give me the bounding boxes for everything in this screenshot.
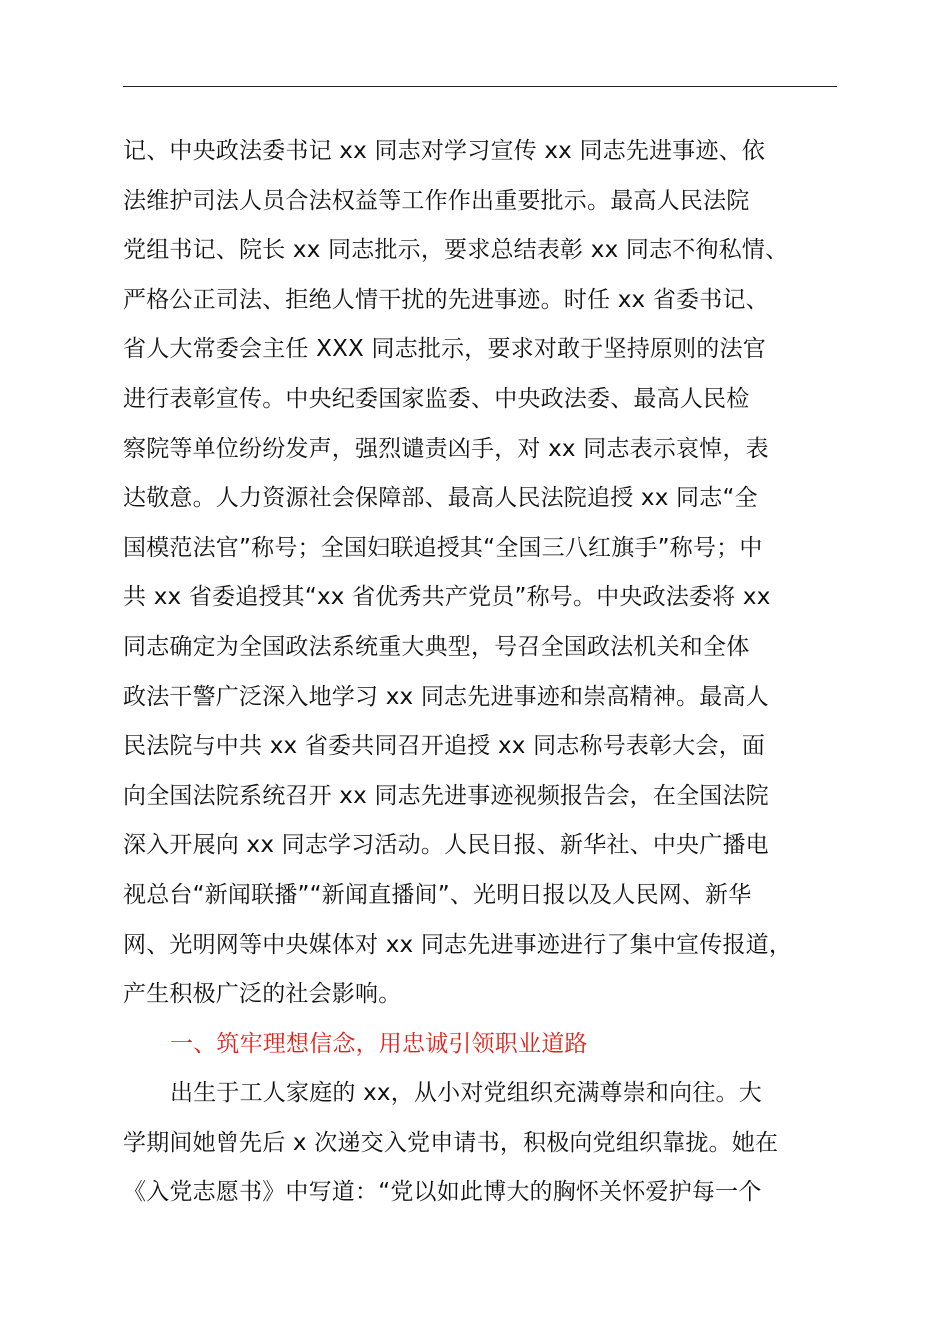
paragraph-line: 严格公正司法、拒绝人情干扰的先进事迹。时任 xx 省委书记、 [123, 286, 769, 313]
paragraph-line: 学期间她曾先后 x 次递交入党申请书，积极向党组织靠拢。她在 [123, 1129, 779, 1156]
paragraph-line: 《入党志愿书》中写道：“党以如此博大的胸怀关怀爱护每一个 [123, 1179, 762, 1206]
paragraph-line: 法维护司法人员合法权益等工作作出重要批示。最高人民法院 [123, 187, 750, 214]
paragraph-line: 视总台“新闻联播”“新闻直播间”、光明日报以及人民网、新华 [123, 881, 752, 908]
paragraph-line: 同志确定为全国政法系统重大典型，号召全国政法机关和全体 [123, 633, 750, 660]
paragraph-line: 党组书记、院长 xx 同志批示，要求总结表彰 xx 同志不徇私情、 [123, 237, 789, 264]
section-heading: 一、筑牢理想信念，用忠诚引领职业道路 [170, 1030, 588, 1057]
paragraph-line: 共 xx 省委追授其“xx 省优秀共产党员”称号。中央政法委将 xx [123, 584, 771, 611]
paragraph-line: 向全国法院系统召开 xx 同志先进事迹视频报告会，在全国法院 [123, 782, 769, 809]
header-rule [123, 86, 837, 87]
paragraph-line: 深入开展向 xx 同志学习活动。人民日报、新华社、中央广播电 [123, 832, 769, 859]
paragraph-line: 进行表彰宣传。中央纪委国家监委、中央政法委、最高人民检 [123, 385, 750, 412]
paragraph-line: 政法干警广泛深入地学习 xx 同志先进事迹和崇高精神。最高人 [123, 683, 769, 710]
body-text [123, 127, 863, 1218]
paragraph-line: 产生积极广泛的社会影响。 [123, 981, 402, 1008]
paragraph-line: 出生于工人家庭的 xx，从小对党组织充满尊崇和向往。大 [170, 1080, 762, 1107]
paragraph-line: 国模范法官”称号；全国妇联追授其“全国三八红旗手”称号；中 [123, 534, 763, 561]
paragraph-line: 记、中央政法委书记 xx 同志对学习宣传 xx 同志先进事迹、依 [123, 138, 766, 164]
paragraph-line: 网、光明网等中央媒体对 xx 同志先进事迹进行了集中宣传报道， [123, 931, 793, 958]
paragraph-line: 达敬意。人力资源社会保障部、最高人民法院追授 xx 同志“全 [123, 485, 758, 512]
paragraph-line: 察院等单位纷纷发声，强烈谴责凶手，对 xx 同志表示哀悼，表 [123, 435, 769, 462]
paragraph-line: 省人大常委会主任 XXX 同志批示，要求对敢于坚持原则的法官 [123, 336, 766, 363]
paragraph-line: 民法院与中共 xx 省委共同召开追授 xx 同志称号表彰大会，面 [123, 733, 766, 760]
